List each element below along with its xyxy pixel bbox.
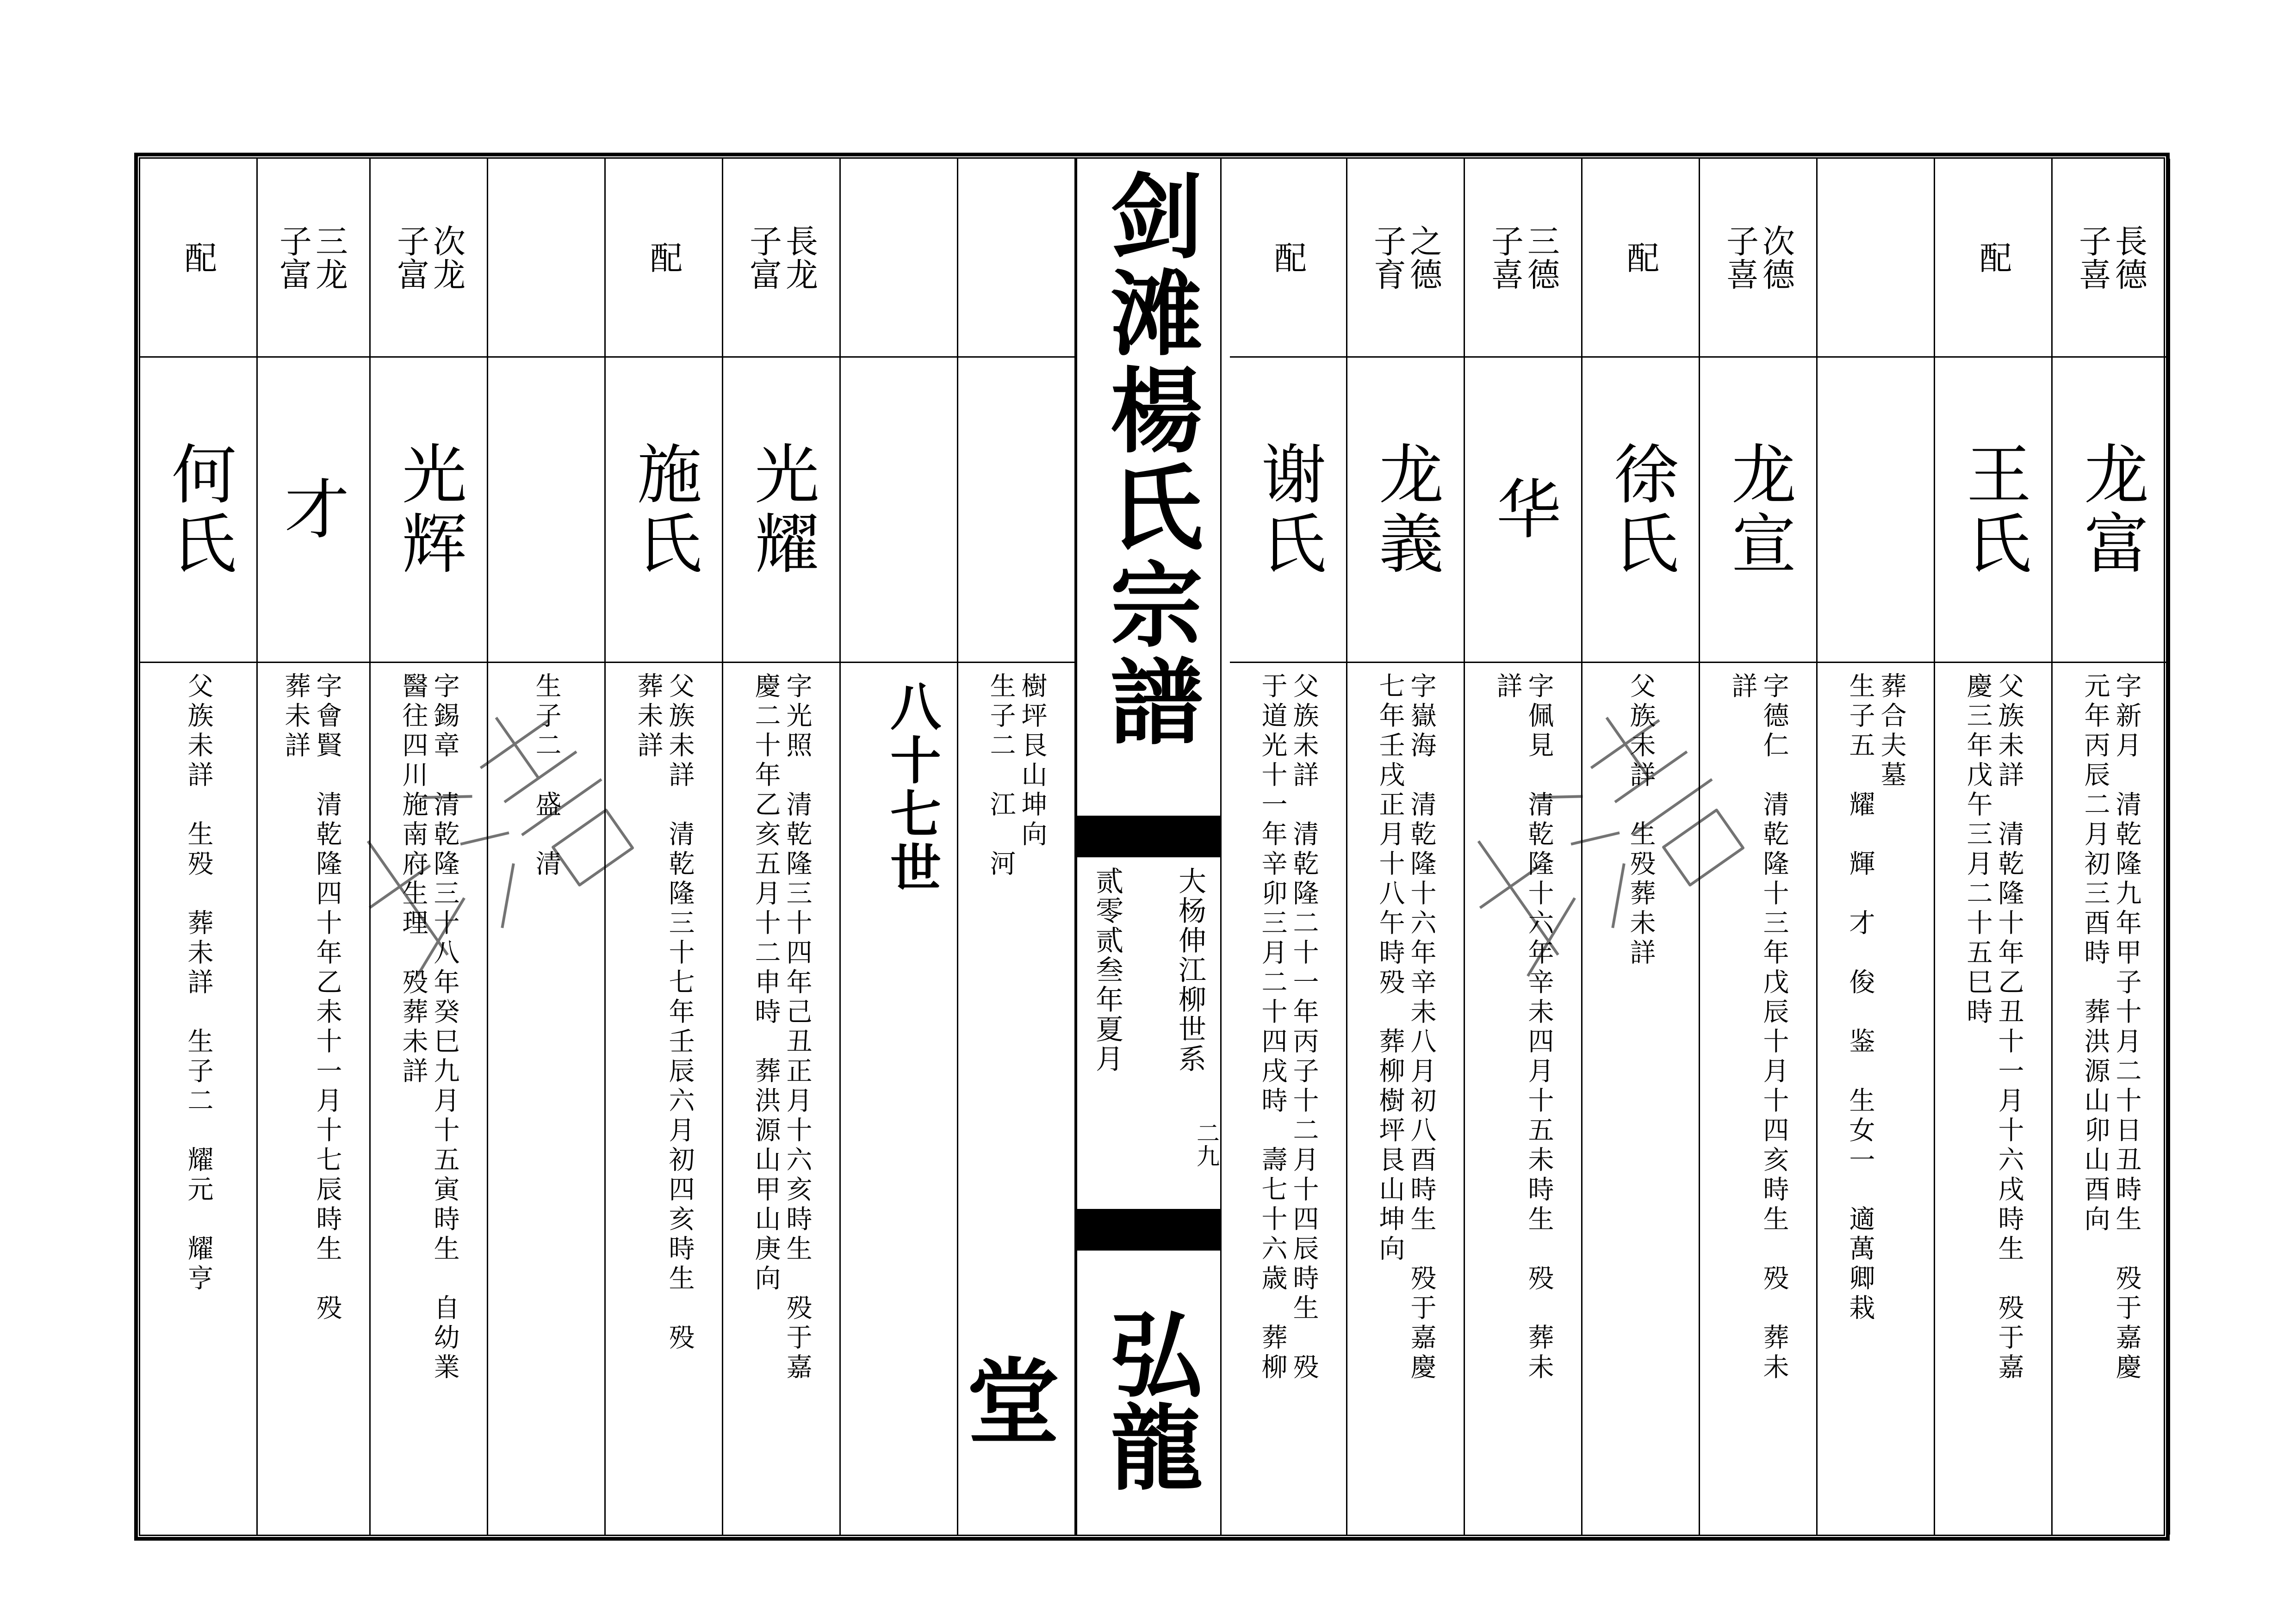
relation-cell: [1582, 159, 1699, 358]
biography-cell: [1935, 672, 2051, 1525]
relation-cell: [253, 159, 369, 358]
biography-line: 生子五 耀 輝 才 俊 鉴 生女一 適萬卿栽: [1845, 672, 1875, 1324]
person-name: 施氏: [626, 440, 702, 579]
left-column: [958, 159, 1076, 1535]
relation-cell: [1935, 159, 2051, 358]
name-cell: [1347, 358, 1464, 663]
name-cell: [606, 358, 722, 663]
biography-line: 元年丙辰二月初三酉時 葬洪源山卯山酉向: [2080, 672, 2110, 1235]
biography-cell: [1347, 672, 1464, 1525]
biography-line: 生子二 盛 清: [531, 672, 562, 880]
biography-line: 生子二 江 河: [986, 672, 1016, 880]
relation-cell: [1465, 159, 1581, 358]
left-column: [371, 159, 488, 1535]
name-cell: [841, 358, 957, 663]
book-title: 剑滩楊氏宗譜: [1095, 168, 1203, 751]
person-name: 龙義: [1368, 440, 1444, 579]
name-cell: [253, 358, 369, 663]
biography-line: 父族未詳 生殁 葬未詳 生子二 耀元 耀亨: [183, 672, 214, 1294]
biography-line: 葬未詳: [280, 672, 311, 761]
relation-label: 配: [1269, 241, 1307, 274]
name-cell: [371, 358, 487, 663]
name-cell: [723, 358, 839, 663]
biography-line: 父族未詳 清乾隆十年乙丑十一月十六戌時生 殁于嘉: [1994, 672, 2024, 1383]
right-column: [2053, 159, 2170, 1535]
biography-line: 七年壬戌正月十八午時殁 葬柳樹坪艮山坤向: [1375, 672, 1405, 1264]
person-name: 龙富: [2073, 440, 2149, 579]
biography-cell: [1700, 672, 1816, 1525]
relation-cell: [841, 159, 957, 358]
relation-label: 配: [1974, 241, 2012, 274]
name-cell: [2053, 358, 2169, 663]
biography-cell: [1465, 672, 1581, 1525]
relation-cell: [1347, 159, 1464, 358]
biography-line: 字德仁 清乾隆十三年戊辰十月十四亥時生 殁 葬未: [1759, 672, 1789, 1383]
name-cell: [1582, 358, 1699, 663]
left-column: [140, 159, 258, 1535]
name-cell: [488, 358, 604, 663]
biography-line: 樹坪艮山坤向: [1017, 672, 1048, 850]
relation-cell: [140, 159, 256, 358]
relation-label: 配: [179, 241, 217, 274]
relation-cell: [2053, 159, 2169, 358]
biography-line: 字新月 清乾隆九年甲子十月二十日丑時生 殁于嘉慶: [2111, 672, 2142, 1383]
name-cell: [1465, 358, 1581, 663]
biography-line: 字佩見 清乾隆十六年辛未四月十五未時生 殁 葬未: [1524, 672, 1554, 1383]
right-column: [1935, 159, 2053, 1535]
spine-subtitle: [1091, 867, 1206, 1074]
name-cell: [958, 358, 1074, 663]
relation-label: 次龙 子富: [391, 224, 466, 291]
right-column: [1700, 159, 1818, 1535]
hall-name: 弘龍堂: [951, 1307, 1203, 1492]
left-column: [606, 159, 723, 1535]
name-cell: [140, 358, 256, 663]
right-column: [1230, 159, 1347, 1535]
relation-cell: [1230, 159, 1346, 358]
relation-cell: [958, 159, 1074, 358]
left-column: [253, 159, 371, 1535]
person-name: 才: [273, 475, 349, 545]
person-name: 光辉: [391, 440, 467, 579]
person-name: 光耀: [744, 440, 819, 579]
biography-line: 字嶽海 清乾隆十六年辛未八月初八酉時生 殁于嘉慶: [1406, 672, 1437, 1383]
left-column: [488, 159, 606, 1535]
person-name: 谢氏: [1250, 440, 1326, 579]
name-cell: [1935, 358, 2051, 663]
biography-line: 詳: [1492, 672, 1523, 702]
biography-cell: [1230, 672, 1346, 1525]
right-column: [1582, 159, 1700, 1535]
generation-label: 八十七世: [882, 680, 941, 895]
biography-cell: [1818, 672, 1934, 1525]
band-bottom: [1077, 1209, 1220, 1251]
biography-line: 葬未詳: [633, 672, 664, 761]
person-name: 王氏: [1955, 440, 2031, 579]
relation-label: 次德 子喜: [1721, 224, 1795, 291]
biography-line: 于道光十一年辛卯三月二十四戌時 壽七十六歳 葬柳: [1257, 672, 1288, 1383]
relation-cell: [371, 159, 487, 358]
biography-line: 字光照 清乾隆三十四年己丑正月十六亥時生 殁于嘉: [782, 672, 813, 1383]
biography-cell: [140, 672, 256, 1525]
biography-line: 慶二十年乙亥五月十二申時 葬洪源山甲山庚向: [751, 672, 781, 1294]
relation-label: 長德 子喜: [2073, 224, 2148, 291]
left-column: [723, 159, 841, 1535]
biography-line: 父族未詳 清乾隆三十七年壬辰六月初四亥時生 殁: [664, 672, 695, 1353]
right-column: [1347, 159, 1465, 1535]
biography-cell: [371, 672, 487, 1525]
lineage-label: 大杨伸江柳世系: [1174, 867, 1206, 1074]
biography-cell: [2053, 672, 2169, 1525]
name-cell: [1700, 358, 1816, 663]
name-cell: [1230, 358, 1346, 663]
person-name: 龙宣: [1720, 440, 1796, 579]
relation-label: 三龙 子富: [274, 224, 348, 291]
relation-cell: [606, 159, 722, 358]
right-column: [1818, 159, 1935, 1535]
relation-label: 長龙 子富: [744, 224, 819, 291]
biography-line: 葬合夫墓: [1876, 672, 1907, 791]
person-name: 徐氏: [1603, 440, 1679, 579]
band-top: [1077, 816, 1220, 857]
person-name: 何氏: [161, 440, 236, 579]
relation-cell: [1818, 159, 1934, 358]
biography-line: 字錫章 清乾隆三十八年癸巳九月十五寅時生 自幼業: [429, 672, 460, 1383]
relation-label: 三德 子喜: [1486, 224, 1560, 291]
relation-label: 配: [1621, 241, 1660, 274]
biography-cell: [1582, 672, 1699, 1525]
page-number: 二九: [1193, 1121, 1220, 1167]
right-column: [1465, 159, 1582, 1535]
biography-line: 字會賢 清乾隆四十年乙未十一月十七辰時生 殁: [312, 672, 342, 1324]
name-cell: [1818, 358, 1934, 663]
person-name: 华: [1485, 475, 1561, 545]
relation-cell: [488, 159, 604, 358]
relation-cell: [1700, 159, 1816, 358]
biography-cell: [606, 672, 722, 1525]
biography-line: 詳: [1727, 672, 1758, 702]
biography-line: 父族未詳 生殁葬未詳: [1626, 672, 1656, 968]
relation-cell: [723, 159, 839, 358]
relation-label: 配: [645, 241, 683, 274]
biography-cell: [253, 672, 369, 1525]
biography-line: 父族未詳 清乾隆二十一年丙子十二月十四辰時生 殁: [1289, 672, 1319, 1383]
date-label: 贰零贰叁年夏月: [1091, 867, 1123, 1074]
biography-cell: [488, 672, 604, 1525]
biography-line: 慶三年戊午三月二十五巳時: [1962, 672, 1993, 1028]
biography-line: 醫往四川施南府生理 殁葬未詳: [398, 672, 428, 1087]
relation-label: 之德 子育: [1368, 224, 1443, 291]
biography-cell: [723, 672, 839, 1525]
